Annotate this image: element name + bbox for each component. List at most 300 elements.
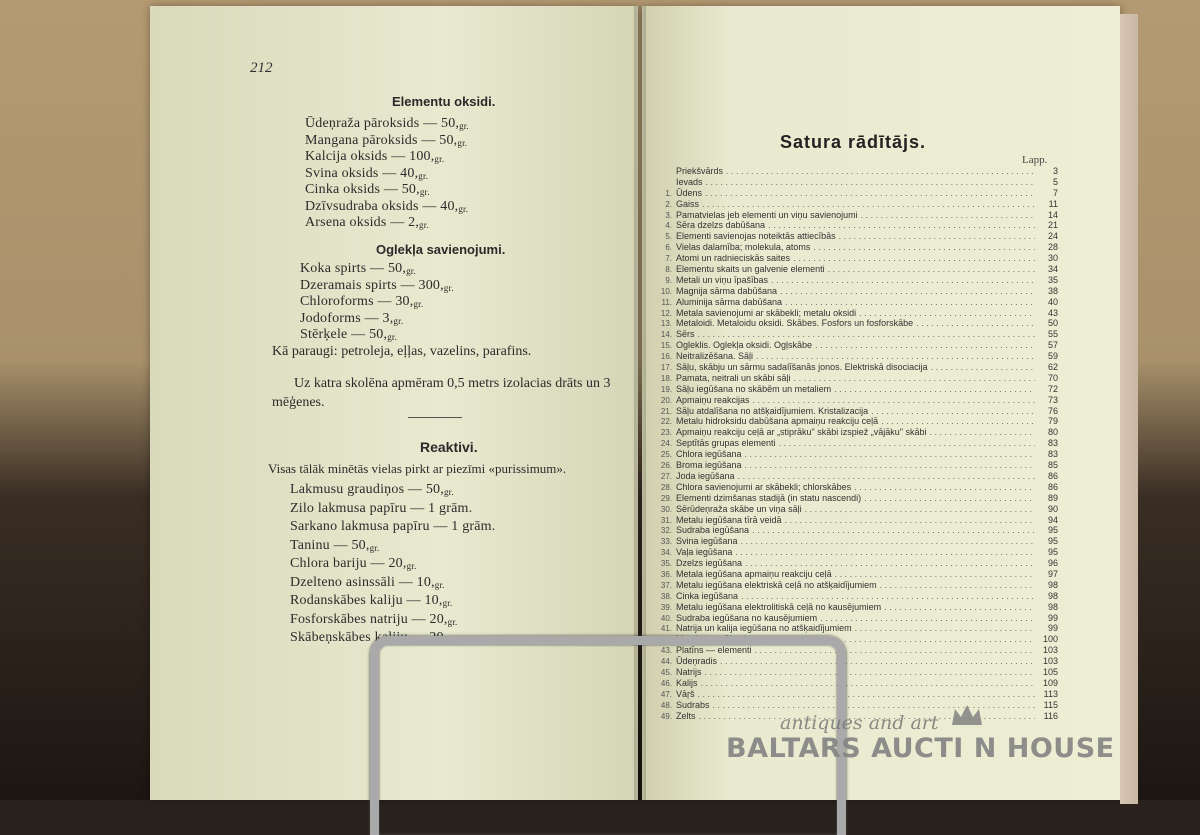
toc-entry-page: 62 [1047, 362, 1058, 373]
toc-entry-number: 31. [660, 515, 672, 525]
item-name: Chloroforms — [300, 294, 392, 309]
toc-leader-dots [828, 264, 1035, 274]
toc-leader-dots [813, 242, 1035, 252]
toc-entry-title: Joda iegūšana [676, 470, 735, 481]
item-unit: gr. [393, 315, 404, 326]
list-item [305, 215, 429, 231]
item-amount: 100, [405, 149, 435, 164]
toc-entry-title: Platīns — elementi [676, 645, 752, 656]
section-divider [408, 417, 462, 418]
toc-entry-number: 17. [660, 363, 672, 373]
item-unit: gr. [419, 220, 429, 230]
watermark-script: antiques and art [780, 712, 939, 734]
item-name: Taninu — [290, 537, 348, 553]
toc-entry-number: 39. [660, 602, 672, 612]
toc-leader-dots [793, 253, 1035, 263]
toc-leader-dots [931, 362, 1035, 372]
toc-entry-title: Cinka iegūšana [676, 590, 739, 601]
toc-entry-number: 11. [661, 297, 672, 307]
list-item [305, 149, 444, 165]
crown-icon [950, 703, 984, 727]
item-name: Fosforskābes natriju — [290, 611, 426, 627]
toc-entry-page: 43 [1047, 307, 1058, 318]
toc-entry-number: 7. [665, 254, 672, 264]
toc-leader-dots [785, 515, 1035, 525]
heading-carbon-compounds: Oglekļa savienojumi. [376, 242, 506, 257]
toc-entry-page: 59 [1047, 351, 1058, 362]
item-name: Ūdeņraža pāroksids — [305, 116, 438, 131]
toc-entry-page: 86 [1047, 481, 1058, 492]
toc-entry [660, 525, 1058, 536]
toc-leader-dots [884, 602, 1035, 612]
item-unit: gr. [406, 561, 417, 571]
item-amount: 3, [378, 310, 394, 326]
toc-entry-number: 22. [660, 417, 672, 427]
toc-entry-title: Gaiss [676, 198, 700, 209]
toc-entry-number: 28. [660, 482, 672, 492]
toc-entry-number: 37. [660, 580, 672, 590]
toc-entry-page: 83 [1047, 438, 1058, 449]
item-amount: 50, [435, 132, 458, 148]
toc-entry-number: 12. [660, 308, 672, 318]
list-item [305, 182, 430, 198]
item-name: Dzīvsudraba oksids — [305, 198, 437, 214]
toc-entry-title: Elementi savienojas noteiktās attiecībās [676, 231, 836, 242]
toc-entry-page: 116 [1043, 710, 1058, 721]
toc-leader-dots [871, 406, 1035, 416]
toc-entry [660, 329, 1058, 340]
toc-entry-title: Metali un viņu īpašības [676, 274, 769, 285]
toc-entry-number: 15. [660, 341, 672, 351]
examples-note: Kā paraugi: petroleja, eļļas, vazelins, parafins. [272, 344, 532, 359]
toc-leader-dots [756, 351, 1035, 361]
toc-entry-page: 100 [1042, 634, 1058, 645]
list-item [300, 261, 416, 277]
toc-entry [660, 242, 1058, 253]
page-edges [1120, 14, 1138, 804]
toc-entry-page: 83 [1047, 449, 1058, 460]
toc-leader-dots [820, 613, 1035, 623]
toc-leader-dots [861, 210, 1035, 220]
toc-entry-page: 95 [1047, 547, 1058, 558]
toc-entry-number: 32. [660, 526, 672, 536]
toc-leader-dots [881, 416, 1035, 426]
toc-entry-title: Ūdens [676, 187, 703, 198]
toc-entry-page: 5 [1052, 176, 1058, 187]
item-amount: 50, [437, 116, 460, 131]
toc-entry [660, 264, 1058, 275]
toc-page-column-header: Lapp. [1022, 154, 1048, 166]
item-name: Stērķele — [300, 327, 366, 342]
toc-entry-title: Metalu iegūšana tīrā veidā [676, 514, 782, 525]
item-name: Lakmusu graudiņos — [290, 482, 423, 497]
toc-entry-title: Apmaiņu reakciju ceļā ar „stiprāku" skābi izspiež „vājāku" skābi [676, 427, 927, 438]
toc-leader-dots [839, 231, 1035, 241]
toc-entry [660, 591, 1058, 602]
toc-entry-title: Natrijs [676, 666, 702, 677]
toc-entry-title: Sērūdeņraža skābe un viņa sāļi [676, 503, 802, 514]
toc-entry [660, 602, 1058, 613]
toc-leader-dots [864, 493, 1035, 503]
toc-leader-dots [880, 580, 1035, 590]
toc-entry-page: 7 [1052, 187, 1058, 198]
toc-entry-page: 90 [1047, 503, 1058, 514]
toc-entry-number: 44. [660, 657, 672, 667]
item-unit: gr. [419, 187, 430, 197]
toc-entry-title: Sudrabs [676, 699, 710, 710]
toc-entry [660, 373, 1058, 384]
list-item [300, 327, 397, 343]
item-name: Skābeņskābes kaliju — [290, 630, 426, 645]
toc-leader-dots [930, 427, 1036, 437]
toc-leader-dots [916, 318, 1035, 328]
toc-leader-dots [726, 166, 1035, 176]
toc-leader-dots [745, 449, 1035, 459]
toc-entry-title: Vielas dalamība; molekula, atoms [676, 242, 811, 253]
item-unit: gr. [413, 299, 424, 309]
toc-entry [660, 416, 1058, 427]
toc-entry [660, 384, 1058, 395]
toc-entry-title: Broma iegūšana [676, 460, 742, 471]
item-name: Zilo lakmusa papīru — 1 grām. [290, 500, 473, 516]
toc-entry-number: 48. [660, 700, 672, 710]
toc-entry-title: Sēra dzelzs dabūšana [676, 220, 766, 231]
list-item [305, 133, 467, 149]
toc-entry-page: 98 [1047, 579, 1058, 590]
toc-entry-page: 50 [1047, 318, 1058, 329]
toc-entry-title: Atomi un radnieciskās saites [676, 253, 791, 264]
toc-entry-number: 25. [660, 450, 672, 460]
toc-leader-dots [815, 340, 1035, 350]
toc-entry [660, 220, 1058, 231]
item-name: Dzelteno asinssāli — [290, 574, 413, 590]
item-unit: gr. [418, 170, 429, 181]
toc-entry-number: 14. [660, 330, 672, 340]
toc-entry-title: Elementi dzimšanas stadijā (in statu nascendi) [676, 492, 862, 503]
toc-entry-page: 40 [1047, 296, 1058, 307]
item-unit: gr. [447, 616, 458, 627]
toc-entry-title: Sērs [676, 329, 695, 340]
list-item [290, 612, 458, 628]
item-amount: 50, [365, 327, 388, 342]
toc-entry-number: 19. [660, 384, 672, 394]
toc-entry-title: Sudraba iegūšana no kausējumiem [676, 612, 818, 623]
item-unit: gr. [457, 137, 468, 148]
item-unit: gr. [434, 154, 445, 164]
toc-entry-page: 86 [1047, 470, 1058, 481]
toc-entry-number: 27. [660, 471, 672, 481]
toc-entry-number: 35. [660, 559, 672, 569]
toc-entry-page: 109 [1042, 677, 1058, 688]
toc-leader-dots [855, 623, 1035, 633]
toc-entry-number: 9. [665, 275, 672, 285]
toc-leader-dots [698, 329, 1035, 339]
toc-entry-title: Metaloidi. Metaloidu oksidi. Skābes. Fosfors un fosforskābe [676, 318, 914, 329]
toc-entry-title: Kalijs [676, 677, 698, 688]
toc-entry-page: 28 [1047, 242, 1058, 253]
toc-entry [660, 340, 1058, 351]
toc-title: Satura rādītājs. [780, 132, 927, 152]
toc-entry-title: Vāŗš [676, 688, 695, 699]
item-unit: gr. [406, 266, 416, 276]
toc-entry-title: Chlora savienojumi ar skābekli; chlorskābes [676, 481, 852, 492]
item-amount: 50, [422, 482, 444, 497]
item-name: Chlora bariju — [290, 556, 385, 571]
list-item [300, 294, 423, 310]
toc-entry-title: Pamata, neitrali un skābi sāļi [676, 372, 791, 383]
toc-leader-dots [702, 199, 1035, 209]
toc-leader-dots [741, 536, 1035, 546]
toc-entry-title: Ogleklis. Oglekļa oksidi. Ogļskābe [676, 340, 813, 351]
item-unit: gr. [459, 121, 469, 131]
list-item [290, 482, 454, 498]
item-amount: 20, [384, 556, 407, 571]
toc-entry-title: Priekšvārds [676, 166, 724, 176]
item-amount: 20, [425, 630, 448, 645]
toc-entry-page: 73 [1047, 394, 1058, 405]
toc-leader-dots [771, 275, 1035, 285]
toc-entry-number: 33. [660, 537, 672, 547]
toc-entry-number: 42. [660, 635, 672, 645]
toc-entry-number: 38. [660, 591, 672, 601]
toc-entry-page: 95 [1047, 536, 1058, 547]
toc-entry-page: 103 [1042, 645, 1058, 656]
toc-leader-dots [705, 188, 1035, 198]
toc-entry-page: 94 [1047, 514, 1058, 525]
toc-leader-dots [835, 569, 1035, 579]
page-number: 212 [250, 60, 273, 76]
toc-entry [660, 275, 1058, 286]
toc-entry [660, 536, 1058, 547]
toc-entry-page: 103 [1042, 656, 1058, 667]
toc-entry [660, 362, 1058, 373]
toc-entry-title: Natrija un kalija iegūšana no atšķaidījumiem [676, 623, 852, 634]
toc-entry [660, 449, 1058, 460]
toc-entry [660, 613, 1058, 624]
item-unit: gr. [443, 487, 454, 497]
toc-entry [660, 515, 1058, 526]
toc-entry-number: 3. [665, 210, 672, 220]
toc-entry-number: 34. [660, 548, 672, 558]
item-amount: 50, [398, 182, 420, 197]
toc-entry-number: 2. [665, 199, 672, 209]
toc-entry-page: 95 [1047, 525, 1058, 536]
toc-entry [660, 569, 1058, 580]
toc-entry-number: 6. [665, 243, 672, 253]
item-amount: 20, [425, 611, 448, 627]
toc-entry-title: Neitralizēšana. Sāļi [676, 351, 754, 362]
toc-entry-page: 98 [1047, 590, 1058, 601]
toc-entry-number: 8. [665, 265, 672, 275]
item-unit: gr. [443, 282, 454, 293]
toc-entry-title: Septītās grupas elementi [676, 438, 776, 449]
toc-entry-title: Apmaiņu reakcijas [676, 394, 750, 405]
toc-entry-title: Sāļu atdalīšana no atšķaidījumiem. Kristalizacija [676, 405, 869, 416]
toc-entry-page: 105 [1042, 666, 1058, 677]
toc-leader-dots [854, 482, 1035, 492]
toc-entry [660, 231, 1058, 242]
toc-entry-number: 13. [660, 319, 672, 329]
list-item [290, 519, 495, 535]
toc-entry-title: Pamatvielas jeb elementi un viņu savienojumi [676, 209, 858, 220]
item-name: Cinka oksids — [305, 182, 399, 197]
list-item [300, 278, 454, 294]
toc-entry-page: 35 [1047, 274, 1058, 285]
toc-entry-number: 45. [660, 667, 672, 677]
toc-entry-title: Metala savienojumi ar skābekli; metalu oksidi [676, 307, 857, 318]
toc-entry-title: Sāļu, skābju un sārmu sadalīšanās jonos. Elektriskā disociacija [676, 362, 928, 373]
toc-entry-title: Svina iegūšana [676, 536, 738, 547]
toc-entry-number: 41. [660, 624, 672, 634]
toc-entry-number: 36. [660, 569, 672, 579]
paragraph-wire: Uz katra skolēna apmēram 0,5 metrs izolacias drāts un 3 mēģenes. [272, 376, 611, 410]
toc-entry-title: Ūdeņradis [676, 656, 718, 667]
toc-entry [660, 504, 1058, 515]
list-item [290, 575, 445, 591]
toc-entry-title: Ievads [676, 176, 703, 187]
toc-entry [660, 558, 1058, 569]
item-amount: 2, [404, 215, 420, 230]
item-unit: gr. [447, 635, 458, 645]
item-unit: gr. [387, 332, 398, 342]
item-name: Koka spirts — [300, 261, 385, 276]
toc-leader-dots [768, 220, 1035, 230]
toc-entry [660, 395, 1058, 406]
toc-leader-dots [779, 438, 1035, 448]
toc-entry-page: 99 [1047, 612, 1058, 623]
toc-entry [660, 547, 1058, 558]
heading-element-oxides: Elementu oksidi. [392, 94, 496, 109]
list-item [290, 593, 452, 609]
toc-entry [660, 286, 1058, 297]
toc-entry-number: 21. [660, 406, 672, 416]
toc-entry [660, 438, 1058, 449]
list-item [290, 556, 416, 572]
toc-entry-number: 49. [660, 711, 672, 721]
toc-entry-page: 38 [1047, 285, 1058, 296]
item-amount: 50, [347, 537, 370, 553]
list-item [305, 116, 469, 132]
item-name: Mangana pāroksids — [305, 132, 436, 148]
toc-entry-title: Metalu hidroksidu dabūšana apmaiņu reakciju ceļā [676, 416, 879, 427]
toc-entry-page: 113 [1043, 688, 1058, 699]
toc-entry-number: 43. [660, 646, 672, 656]
toc-entry-page: 34 [1047, 264, 1058, 275]
reagents-intro: Visas tālāk minētās vielas pirkt ar piezīmi «purissimum». [268, 461, 567, 476]
toc-entry [660, 199, 1058, 210]
toc-entry-number: 30. [660, 504, 672, 514]
toc-entry-number: 10. [660, 286, 672, 296]
item-unit: gr. [442, 598, 453, 608]
toc-entry-page: 3 [1052, 166, 1058, 176]
item-amount: 10, [412, 574, 435, 590]
list-item [305, 166, 428, 182]
toc-entry-page: 97 [1047, 568, 1058, 579]
toc-entry-number: 26. [660, 461, 672, 471]
toc-leader-dots [738, 471, 1035, 481]
item-unit: gr. [369, 542, 380, 553]
item-amount: 40, [396, 165, 419, 181]
toc-entry-title: Elementu skaits un galvenie elementi [676, 264, 825, 275]
toc-leader-dots [735, 547, 1035, 557]
list-item [305, 199, 468, 215]
toc-leader-dots [859, 308, 1035, 318]
toc-entry [660, 177, 1058, 188]
toc-entry [660, 318, 1058, 329]
toc-entry [660, 253, 1058, 264]
toc-entry-title: Sāļu iegūšana no skābēm un metaliem [676, 383, 832, 394]
toc-entry [660, 580, 1058, 591]
list-item [290, 501, 472, 517]
toc-entry-title: Chlora iegūšana [676, 449, 742, 460]
item-name: Sarkano lakmusa papīru — 1 grām. [290, 519, 496, 534]
toc-entry [660, 351, 1058, 362]
toc-entry-title: Metala iegūšana apmaiņu reakciju ceļā [676, 568, 832, 579]
toc-entry [660, 460, 1058, 471]
toc-entry-title: Vaļa iegūšana [676, 547, 733, 558]
toc-entry-title: Metalu iegūšana elektrolitiskā ceļā no kausējumiem [676, 601, 882, 612]
toc-entry-page: 98 [1047, 601, 1058, 612]
toc-entry [660, 166, 1058, 177]
toc-entry [660, 308, 1058, 319]
toc-entry-page: 80 [1047, 427, 1058, 438]
toc-entry-page: 79 [1047, 416, 1058, 427]
toc-entry-page: 57 [1047, 340, 1058, 351]
toc-entry [660, 406, 1058, 417]
item-amount: 50, [384, 261, 407, 276]
item-amount: 40, [436, 198, 459, 214]
toc-entry-title: Magnija sārma dabūšana [676, 285, 778, 296]
toc-entry-page: 72 [1047, 383, 1058, 394]
toc-entry-number: 20. [660, 395, 672, 405]
toc-entry-number: 24. [660, 439, 672, 449]
toc-entry-page: 85 [1047, 460, 1058, 471]
toc-entry-title: Zelts [676, 710, 696, 721]
toc-entry-page: 55 [1047, 329, 1058, 340]
toc-entry-number: 46. [660, 678, 672, 688]
toc-entry-page: 14 [1047, 209, 1058, 220]
toc-leader-dots [753, 395, 1035, 405]
item-amount: 10, [420, 593, 443, 608]
toc-entry [660, 188, 1058, 199]
toc-entry-page: 96 [1047, 558, 1058, 569]
item-name: Jodoforms — [300, 310, 379, 326]
toc-entry-page: 76 [1047, 405, 1058, 416]
toc-entry-title: Aluminija sārma dabūšana [676, 296, 783, 307]
toc-entry-page: 30 [1047, 253, 1058, 264]
toc-entry-page: 11 [1048, 198, 1058, 209]
toc-entry-page: 99 [1047, 623, 1058, 634]
list-item [300, 311, 403, 327]
toc-entry [660, 482, 1058, 493]
toc-entry-page: 21 [1047, 220, 1058, 231]
heading-reagents: Reaktivi. [420, 439, 478, 455]
toc-entry-number: 23. [660, 428, 672, 438]
toc-leader-dots [745, 558, 1035, 568]
toc-entry-number: 1. [665, 188, 672, 198]
toc-leader-dots [706, 177, 1035, 187]
toc-entry-page: 89 [1047, 492, 1058, 503]
toc-entry [660, 493, 1058, 504]
toc-entry-title: Metalu kausējumi [676, 634, 747, 645]
toc-leader-dots [785, 297, 1035, 307]
toc-entry-title: Sudraba iegūšana [676, 525, 750, 536]
toc-entry-number: 5. [665, 232, 672, 242]
toc-entry-number: 18. [660, 373, 672, 383]
toc-entry-page: 70 [1047, 372, 1058, 383]
toc-entry [660, 297, 1058, 308]
toc-entry-number: 16. [660, 352, 672, 362]
